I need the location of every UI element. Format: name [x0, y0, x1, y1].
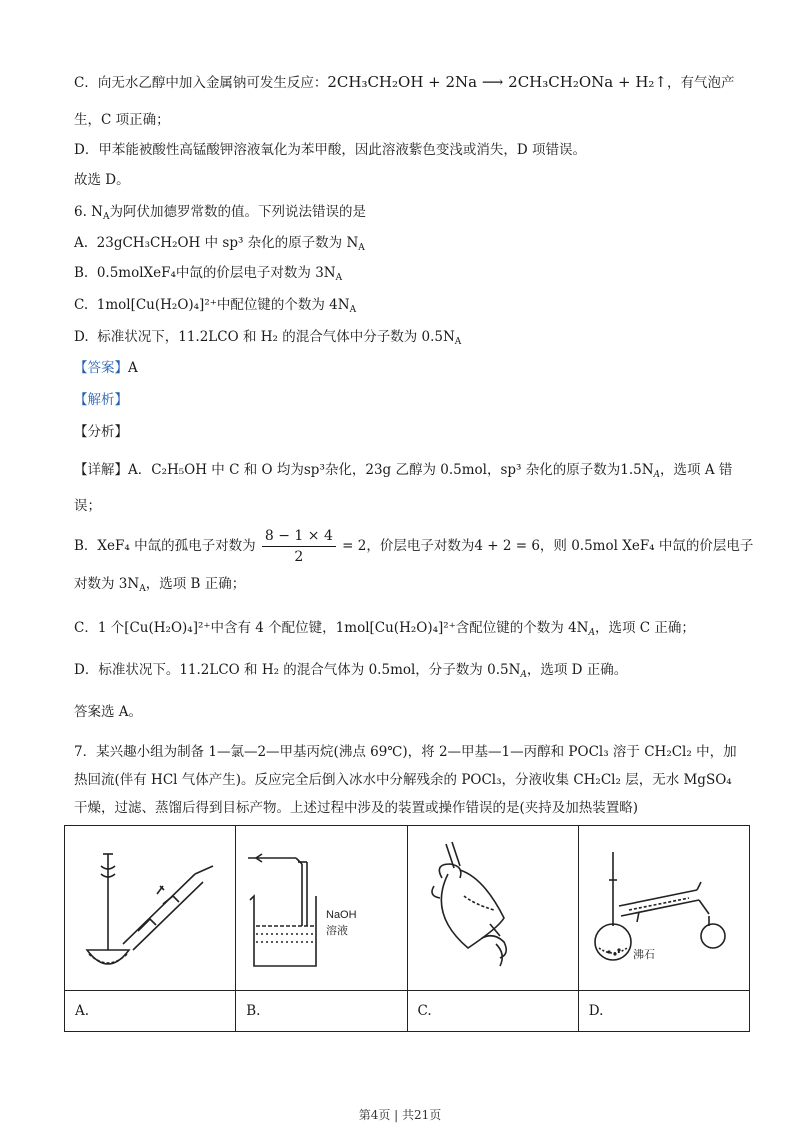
q6-option-b: B. 0.5molXeF₄中氙的价层电子对数为 $3N_A$ — [74, 265, 343, 283]
question-6-stem: 6. $N_A$为阿伏加德罗常数的值。下列说法错误的是 — [74, 204, 366, 222]
option-text: 23gCH₃CH₂OH 中 sp³ 杂化的原子数为 N — [96, 235, 359, 251]
option-c-explanation-cont: 生，C 项正确； — [74, 112, 170, 128]
fraction-denominator: 2 — [294, 549, 304, 565]
option-label: A. — [74, 235, 89, 251]
boiling-chip-label: 沸石 — [632, 949, 655, 961]
text: 对数为 3N — [74, 576, 140, 592]
detail-a-line1: 【详解】A．C₂H₅OH 中 C 和 O 均为sp³杂化，23g 乙醇为 0.5mol，sp³ 杂化的原子数为$1.5N_A$，选项 A 错 — [74, 462, 733, 480]
q6-answer — [74, 358, 740, 378]
fraction — [262, 526, 336, 567]
option-label: B. — [74, 265, 89, 281]
apparatus-options-table — [64, 825, 750, 1032]
option-c-explanation — [74, 72, 740, 93]
separatory-funnel-shaking-icon — [408, 826, 578, 986]
analysis-tag: 【解析】 — [74, 392, 128, 408]
option-a-label: A. — [65, 991, 236, 1032]
page-footer: 第4页 | 共21页 — [358, 1108, 442, 1122]
text: C．1 个[Cu(H₂O)₄]²⁺中含有 4 个配位键，1mol[Cu(H₂O)₄]²⁺含配位键的个数为 4N — [74, 620, 589, 636]
q6-final-answer: 答案选 A。 — [74, 704, 143, 720]
gas-absorption-beaker-icon — [236, 826, 406, 986]
text: ，选项 D 正确。 — [526, 662, 628, 678]
previous-answer: 故选 D。 — [74, 172, 130, 188]
text: ，选项 B 正确； — [145, 576, 246, 592]
option-text: 标准状况下，11.2LCO 和 H₂ 的混合气体中分子数为 0.5N — [97, 329, 455, 345]
option-label: C. — [74, 297, 89, 313]
detail-d: D．标准状况下。11.2LCO 和 H₂ 的混合气体为 0.5mol，分子数为 $0.5N_A$，选项 D 正确。 — [74, 662, 628, 680]
apparatus-d-cell — [578, 826, 749, 991]
option-d-label: D. — [578, 991, 749, 1032]
text: D．标准状况下。11.2LCO 和 H₂ 的混合气体为 0.5mol，分子数为 0.5N — [74, 662, 521, 678]
detail-a-line2: 误； — [74, 498, 101, 514]
naoh-label: NaOH — [326, 909, 357, 921]
apparatus-c-cell — [407, 826, 578, 991]
text: ，有气泡产 — [666, 75, 735, 91]
detail-b-line1 — [74, 526, 754, 565]
text: B．XeF₄ 中氙的孤电子对数为 — [74, 538, 256, 554]
apparatus-b-cell — [236, 826, 407, 991]
option-b-label: B. — [236, 991, 407, 1032]
option-d-explanation: D．甲苯能被酸性高锰酸钾溶液氧化为苯甲酸，因此溶液紫色变浅或消失，D 项错误。 — [74, 142, 586, 158]
text: ，选项 A 错 — [660, 462, 733, 478]
text: = 2，价层电子对数为4 + 2 = 6，则 0.5mol XeF₄ 中氙的价层电子 — [342, 538, 754, 554]
question-7-line3: 干燥，过滤、蒸馏后得到目标产物。上述过程中涉及的装置或操作错误的是(夹持及加热装置略) — [74, 800, 639, 816]
option-label: D. — [74, 329, 89, 345]
apparatus-a-cell — [65, 826, 236, 991]
q6-option-d: D. 标准状况下，11.2LCO 和 H₂ 的混合气体中分子数为 $0.5N_A$ — [74, 329, 462, 347]
q6-option-c: C. 1mol[Cu(H₂O)₄]²⁺中配位键的个数为 $4N_A$ — [74, 297, 357, 315]
text: C．向无水乙醇中加入金属钠可发生反应： — [74, 75, 328, 91]
answer-tag: 【答案】 — [74, 360, 128, 376]
option-text: 1mol[Cu(H₂O)₄]²⁺中配位键的个数为 4N — [96, 297, 350, 313]
text: ，选项 C 正确； — [595, 620, 695, 636]
reaction-equation: 2CH₃CH₂OH + 2Na ⟶ 2CH₃CH₂ONa + H₂↑ — [327, 73, 667, 91]
solution-label: 溶液 — [326, 925, 349, 937]
answer-value: A — [128, 360, 138, 376]
reflux-apparatus-icon — [65, 826, 235, 986]
option-text: 0.5molXeF₄中氙的价层电子对数为 3N — [96, 265, 336, 281]
question-7-line1: 7．某兴趣小组为制备 1—氯—2—甲基丙烷(沸点 69℃)，将 2—甲基—1—丙醇和 POCl₃ 溶于 CH₂Cl₂ 中，加 — [74, 744, 737, 760]
detail-b-line2: 对数为 $3N_A$，选项 B 正确； — [74, 576, 246, 594]
text: 为阿伏加德罗常数的值。下列说法错误的是 — [109, 204, 366, 220]
detail-c: C．1 个[Cu(H₂O)₄]²⁺中含有 4 个配位键，1mol[Cu(H₂O)₄]²⁺含配位键的个数为 $4N_A$，选项 C 正确； — [74, 620, 695, 638]
q6-option-a: A. 23gCH₃CH₂OH 中 sp³ 杂化的原子数为 $N_A$ — [74, 235, 365, 253]
option-c-label: C. — [407, 991, 578, 1032]
distillation-apparatus-icon — [579, 826, 749, 986]
fenxi-heading: 【分析】 — [74, 424, 128, 440]
fraction-numerator: 8 − 1 × 4 — [262, 526, 336, 547]
question-7-line2: 热回流(伴有 HCl 气体产生)。反应完全后倒入冰水中分解残余的 POCl₃，分液收集 CH₂Cl₂ 层，无水 MgSO₄ — [74, 772, 732, 788]
text: 【详解】A．C₂H₅OH 中 C 和 O 均为sp³杂化，23g 乙醇为 0.5mol，sp³ 杂化的原子数为1.5N — [74, 462, 654, 478]
